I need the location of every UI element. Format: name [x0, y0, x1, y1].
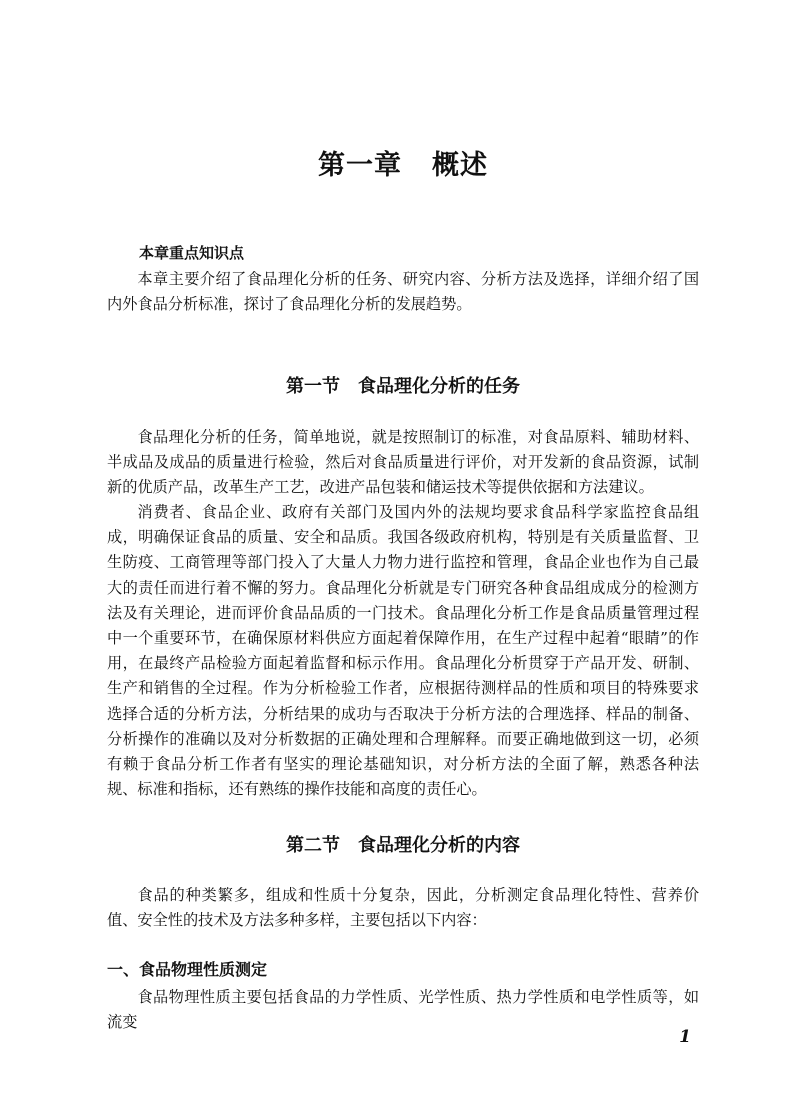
chapter-title [107, 143, 699, 182]
section-1-name: 食品理化分析的任务 [358, 376, 520, 397]
page-number: 1 [679, 1027, 691, 1047]
section-1-paragraph-1: 食品理化分析的任务，简单地说，就是按照制订的标准，对食品原料、辅助材料、半成品及成品的质量进行检验，然后对食品质量进行评价，对开发新的食品资源，试制新的优质产品，改革生产工艺，改进产品包装和储运技术等提供依据和方法建议。 [107, 428, 699, 497]
chapter-name: 概述 [432, 150, 488, 181]
subsection-heading: 一、食品物理性质测定 [107, 960, 268, 979]
section-2-title [107, 831, 699, 857]
section-1-title [107, 372, 699, 398]
section-1-paragraph-2: 消费者、食品企业、政府有关部门及国内外的法规均要求食品科学家监控食品组成，明确保证食品的质量、安全和品质。我国各级政府机构，特别是有关质量监督、卫生防疫、工商管理等部门投入了大量人力物力进行监控和管理，食品企业也作为自己最大的责任而进行着不懈的努力。食品理化分析就是专门研究各种食品组成成分的检测方法及有关理论，进而评价食品品质的一门技术。食品理化分析工作是食品质量管理过程中一个重要环节，在确保原材料供应方面起着保障作用，在生产过程中起着“眼睛”的作用，在最终产品检验方面起着监督和标示作用。食品理化分析贯穿于产品开发、研制、生产和销售的全过程。作为分析检验工作者，应根据待测样品的性质和项目的特殊要求选择合适的分析方法，分析结果的成功与否取决于分析方法的合理选择、样品的制备、分析操作的准确以及对分析数据的正确处理和合理解释。而要正确地做到这一切，必须有赖于食品分析工作者有坚实的理论基础知识，对分析方法的全面了解，熟悉各种法规、标准和指标，还有熟练的操作技能和高度的责任心。 [107, 503, 699, 799]
section-2-name: 食品理化分析的内容 [358, 835, 520, 856]
section-1-number: 第一节 [286, 376, 340, 397]
section-2-intro: 食品的种类繁多，组成和性质十分复杂，因此，分析测定食品理化特性、营养价值、安全性的技术及方法多种多样，主要包括以下内容： [107, 886, 699, 930]
section-2-number: 第二节 [286, 835, 340, 856]
document-page [107, 0, 699, 1100]
subsection-text: 食品物理性质主要包括食品的力学性质、光学性质、热力学性质和电学性质等，如流变 [107, 988, 699, 1032]
chapter-number: 第一章 [318, 150, 402, 181]
key-points-text: 本章主要介绍了食品理化分析的任务、研究内容、分析方法及选择，详细介绍了国内外食品分析标准，探讨了食品理化分析的发展趋势。 [107, 270, 699, 314]
key-points-heading: 本章重点知识点 [139, 244, 245, 262]
